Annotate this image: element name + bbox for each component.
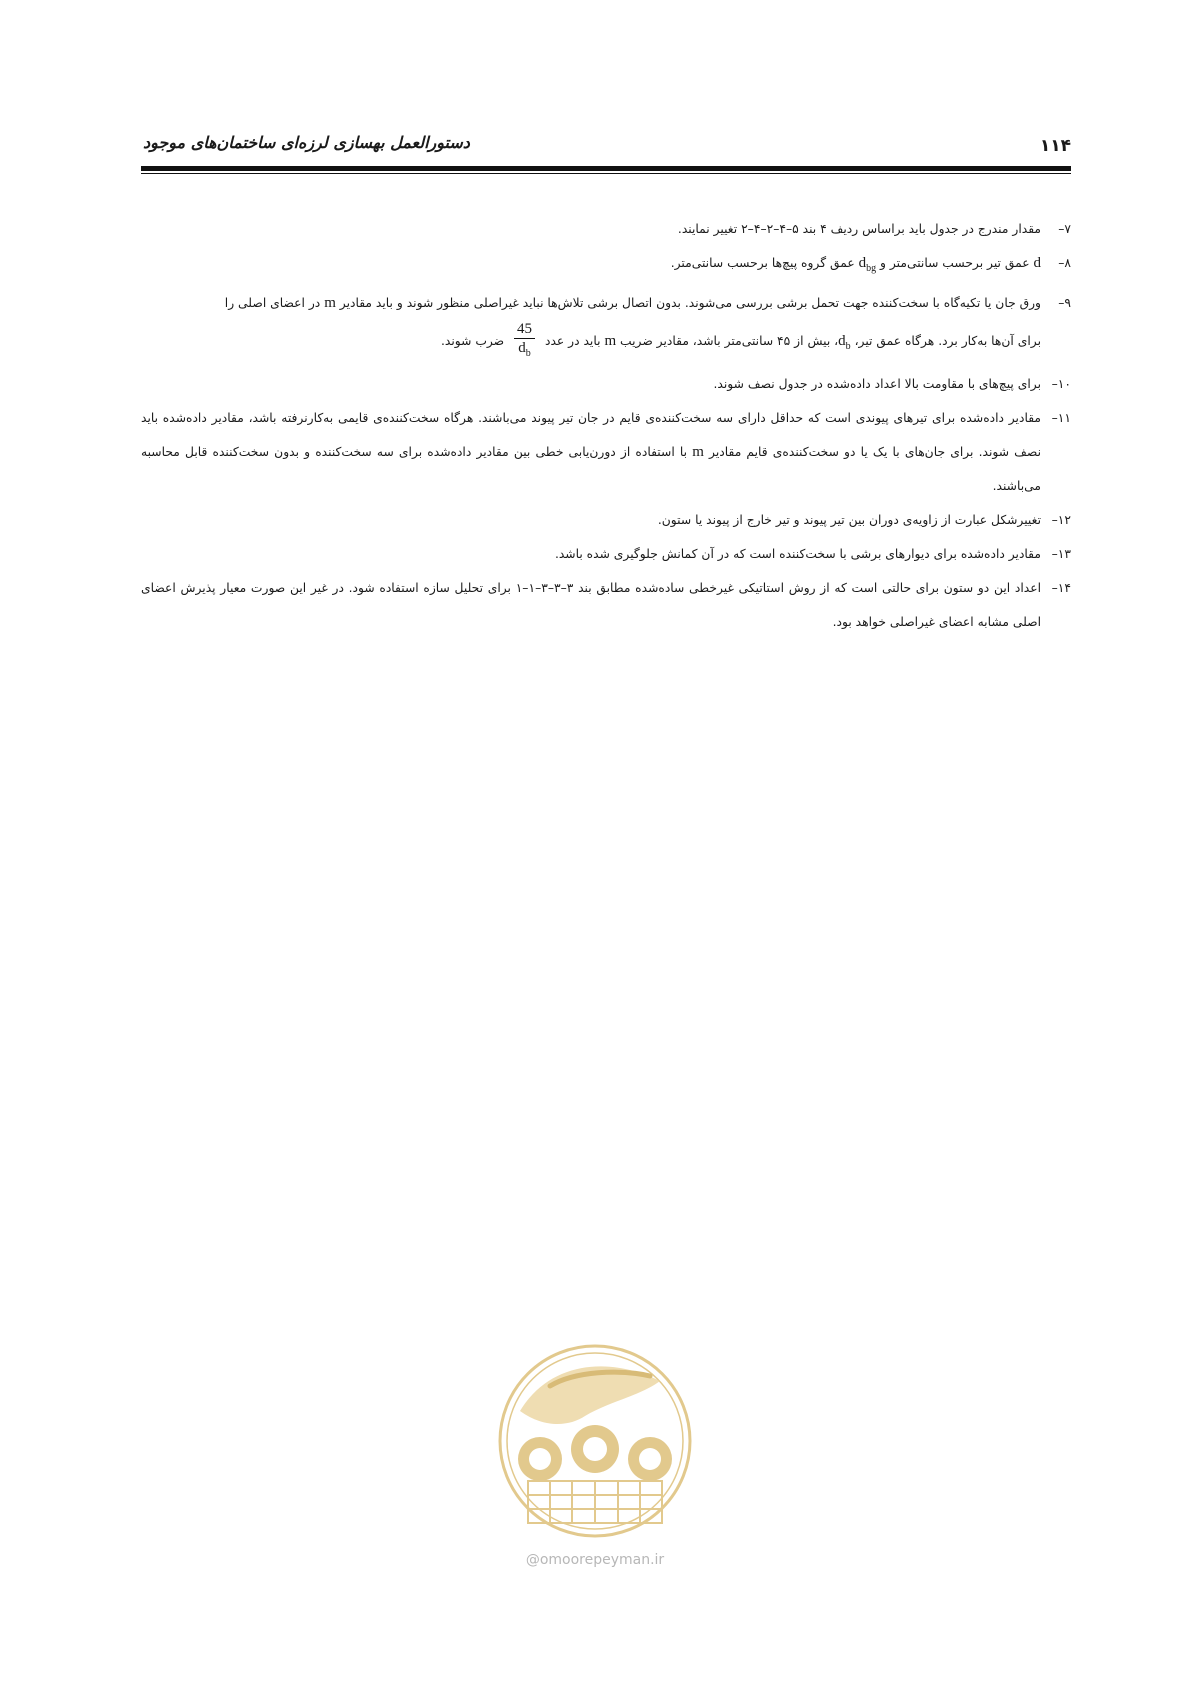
fraction-denominator: $d_b$ [518,340,531,359]
note-text: مقادیر داده‌شده برای تیرهای پیوندی است که حداقل دارای سه سخت‌کننده‌ی قایم در جان تیر پیوند می‌باشند. هرگاه سخت‌کننده‌ی قایمی به‌کارنرفته باشد، مقادیر داده‌شده باید نصف شوند. برای جان‌های با یک یا دو سخت‌کننده‌ی قایم مقادیر [141,411,1041,459]
note-11 [141,401,1071,503]
note-number: ۸– [1058,256,1071,270]
fraction-45-over-db [514,320,535,363]
var-d: d [1033,255,1041,271]
note-text: عمق گروه پیچ‌ها برحسب سانتی‌متر. [670,256,855,270]
footnotes-list [141,212,1071,639]
note-text: تغییرشکل عبارت از زاویه‌ی دوران بین تیر پیوند و تیر خارج از پیوند یا ستون. [657,513,1041,527]
note-text: برای آن‌ها به‌کار برد. هرگاه عمق تیر، [854,334,1041,348]
header-rule-thick [141,166,1071,171]
note-13 [141,537,1071,571]
note-number: ۱۱– [1051,411,1071,425]
var-m: m [604,333,617,349]
var-db: $d_b$ [838,333,851,352]
note-number: ۱۰– [1051,377,1071,391]
note-text: ضرب شوند. [440,334,505,348]
note-10 [141,367,1071,401]
header-rule-thin [141,173,1071,174]
note-7 [141,212,1071,246]
note-8 [141,246,1071,286]
note-text: باید در عدد [544,334,601,348]
running-header-title: دستورالعمل بهسازی لرزه‌ای ساختمان‌های موجود [143,133,470,152]
note-number: ۱۳– [1051,547,1071,561]
var-dbg: $d_{bg}$ [858,255,877,274]
var-m: m [324,295,336,311]
note-text: مقادیر داده‌شده برای دیوارهای برشی با سخت‌کننده است که در آن کمانش جلوگیری شده باشد. [554,547,1041,561]
note-12 [141,503,1071,537]
note-text: برای پیچ‌های با مقاومت بالا اعداد داده‌شده در جدول نصف شوند. [713,377,1041,391]
note-text: مقدار مندرج در جدول باید براساس ردیف ۴ بند ۵–۴–۲–۴–۲ تغییر نمایند. [677,222,1041,236]
note-text: عمق تیر برحسب سانتی‌متر و [880,256,1030,270]
note-9 [141,286,1071,367]
note-text: ، بیش از ۴۵ سانتی‌متر باشد، مقادیر ضریب [620,334,839,348]
note-number: ۱۲– [1051,513,1071,527]
note-number: ۹– [1058,296,1071,310]
note-text: با استفاده از دورن‌یابی خطی بین مقادیر داده‌شده برای سه سخت‌کننده و بدون سخت‌کننده قابل محاسبه می‌باشند. [141,445,1041,493]
note-text: اعداد این دو ستون برای حالتی است که از روش استاتیکی غیرخطی ساده‌شده مطابق بند ۳–۳–۳–۱–۱ برای تحلیل سازه استفاده شود. در غیر این صورت معیار پذیرش اعضای اصلی مشابه اعضای غیراصلی خواهد بود. [141,581,1042,629]
watermark-seal-logo [490,1341,700,1541]
note-text: در اعضای اصلی را [224,296,321,310]
note-number: ۷– [1058,222,1071,236]
var-m: m [692,444,704,460]
watermark-caption: @omoorepeyman.ir [525,1552,665,1568]
note-text: ورق جان یا تکیه‌گاه با سخت‌کننده جهت تحمل برشی بررسی می‌شوند. بدون اتصال برشی تلاش‌ها نباید غیراصلی منظور شوند و باید مقادیر [339,296,1041,310]
note-14 [141,571,1071,639]
note-number: ۱۴– [1051,581,1071,595]
page-number: ۱۱۴ [1039,136,1071,156]
fraction-numerator: 45 [514,320,535,339]
